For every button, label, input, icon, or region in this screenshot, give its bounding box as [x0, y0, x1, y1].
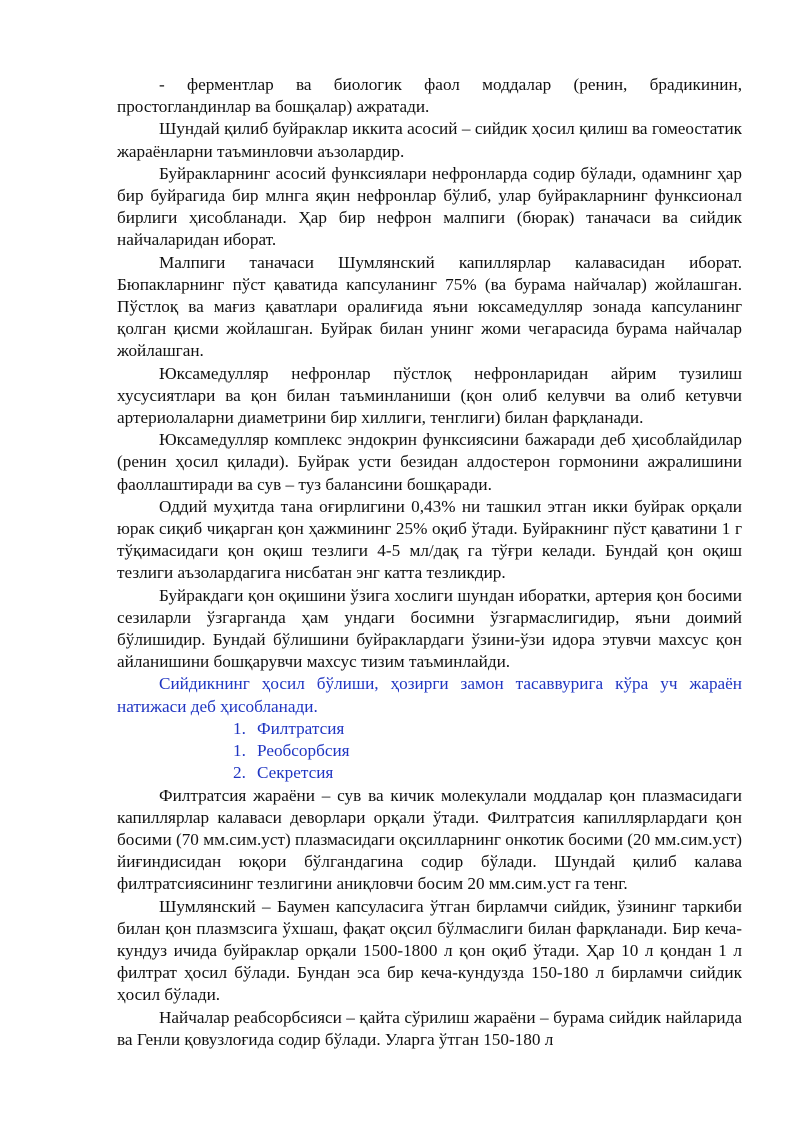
paragraph-reabsorption: Найчалар реабсорбсияси – қайта сўрилиш жараёни – бурама сийдик найларида ва Генли қовузлоғида содир бўлади. Уларга ўтган 150-180 л: [117, 1007, 742, 1049]
list-item-text: Филтратсия: [257, 718, 345, 738]
list-item: [117, 740, 742, 762]
paragraph-filtration: Филтратсия жараёни – сув ва кичик молекулали моддалар қон плазмасидаги капиллярлар калаваси деворлари орқали ўтади. Филтратсия капиллярлардаги қон босими (70 мм.сим.уст) плазмасидаги оқсилларнинг онкотик босими (20 мм.сим.уст) йиғиндисидан юқори бўлгандагина содир бўлади. Шундай қилиб калава филтратсиясининг тезлигини аниқловчи босим 20 мм.сим.уст га тенг.: [117, 785, 742, 894]
paragraph-primary-urine: Шумлянский – Баумен капсуласига ўтган бирламчи сийдик, ўзининг таркиби билан қон плазмзсига ўхшаш, фақат оқсил бўлмаслиги билан фарқланади. Бир кеча-кундуз ичида буйраклар орқали 1500-1800 л қон оқиб ўтади. Ҳар 10 л қондан 1 л филтрат ҳосил бўлади. Бундан эса бир кеча-кундузда 150-180 л бирламчи сийдик ҳосил бўлади.: [117, 896, 742, 1005]
list-item: [117, 718, 742, 740]
paragraph-malpighian-body: Малпиги таначаси Шумлянский капиллярлар калавасидан иборат. Бюпакларнинг пўст қаватида капсуланинг 75% (ва бурама найчалар) жойлашган. Пўстлоқ ва мағиз қаватлари оралиғида яъни юксамедулляр зонада капсуланинг қолган қисми жойлашган. Буйрак билан унинг жоми чегарасида бурама найчалар жойлашган.: [117, 252, 742, 361]
paragraph-kidney-organs: Шундай қилиб буйраклар иккита асосий – сийдик ҳосил қилиш ва гомеостатик жараёнларни таъминловчи аъзолардир.: [117, 119, 742, 161]
paragraph-ferments: - ферментлар ва биологик фаол моддалар (ренин, брадикинин, простогландинлар ва бошқалар) ажратади.: [117, 75, 742, 117]
paragraph-nephrons: Буйракларнинг асосий функсиялари нефронларда содир бўлади, одамнинг ҳар бир буйрагида бир млнга яқин нефронлар бўлиб, улар буйракларнинг функсионал бирлиги ҳисобланади. Ҳар бир нефрон малпиги (бюрак) таначаси ва сийдик найчаларидан иборат.: [117, 163, 742, 250]
process-list: [117, 718, 742, 785]
list-item-number: 2.: [233, 763, 246, 783]
list-item-text: Секретсия: [257, 763, 334, 783]
list-item-number: 1.: [233, 718, 246, 738]
paragraph-juxtamedullary-complex: Юксамедулляр комплекс эндокрин функсиясини бажаради деб ҳисоблайдилар (ренин ҳосил қилади). Буйрак усти безидан алдостерон гормонини ажралишини фаоллаштиради ва сув – туз балансини бошқаради.: [117, 430, 742, 494]
list-item-number: 1.: [233, 741, 246, 761]
paragraph-juxtamedullary-nephrons: Юксамедулляр нефронлар пўстлоқ нефронларидан айрим тузилиш хусусиятлари ва қон билан таъминланиши (қон олиб келувчи ва олиб кетувчи артериолаларни диаметрини бир хиллиги, тенглиги) билан фарқланади.: [117, 363, 742, 428]
list-item: [117, 762, 742, 784]
paragraph-urine-formation: Сийдикнинг ҳосил бўлиши, ҳозирги замон тасаввурига кўра уч жараён натижаси деб ҳисобланади.: [117, 674, 742, 716]
paragraph-blood-flow: Оддий муҳитда тана оғирлигини 0,43% ни ташкил этган икки буйрак орқали юрак сиқиб чиқарган қон ҳажмининг 25% оқиб ўтади. Буйракнинг пўст қаватини 1 г тўқимасидаги қон оқиш тезлиги 4-5 мл/дақ га тўғри келади. Бундай қон оқиш тезлиги аъзолардагига нисбатан энг катта тезликдир.: [117, 496, 742, 583]
list-item-text: Реобсорбсия: [257, 741, 350, 761]
paragraph-autoregulation: Буйракдаги қон оқишини ўзига хослиги шундан иборатки, артерия қон босими сезиларли ўзгарганда ҳам ундаги босимни ўзгармаслигидир, яъни доимий бўлишидир. Бундай бўлишини буйраклардаги ўзини-ўзи идора этувчи махсус қон айланишини бошқарувчи махсус тизим таъминлайди.: [117, 585, 742, 672]
